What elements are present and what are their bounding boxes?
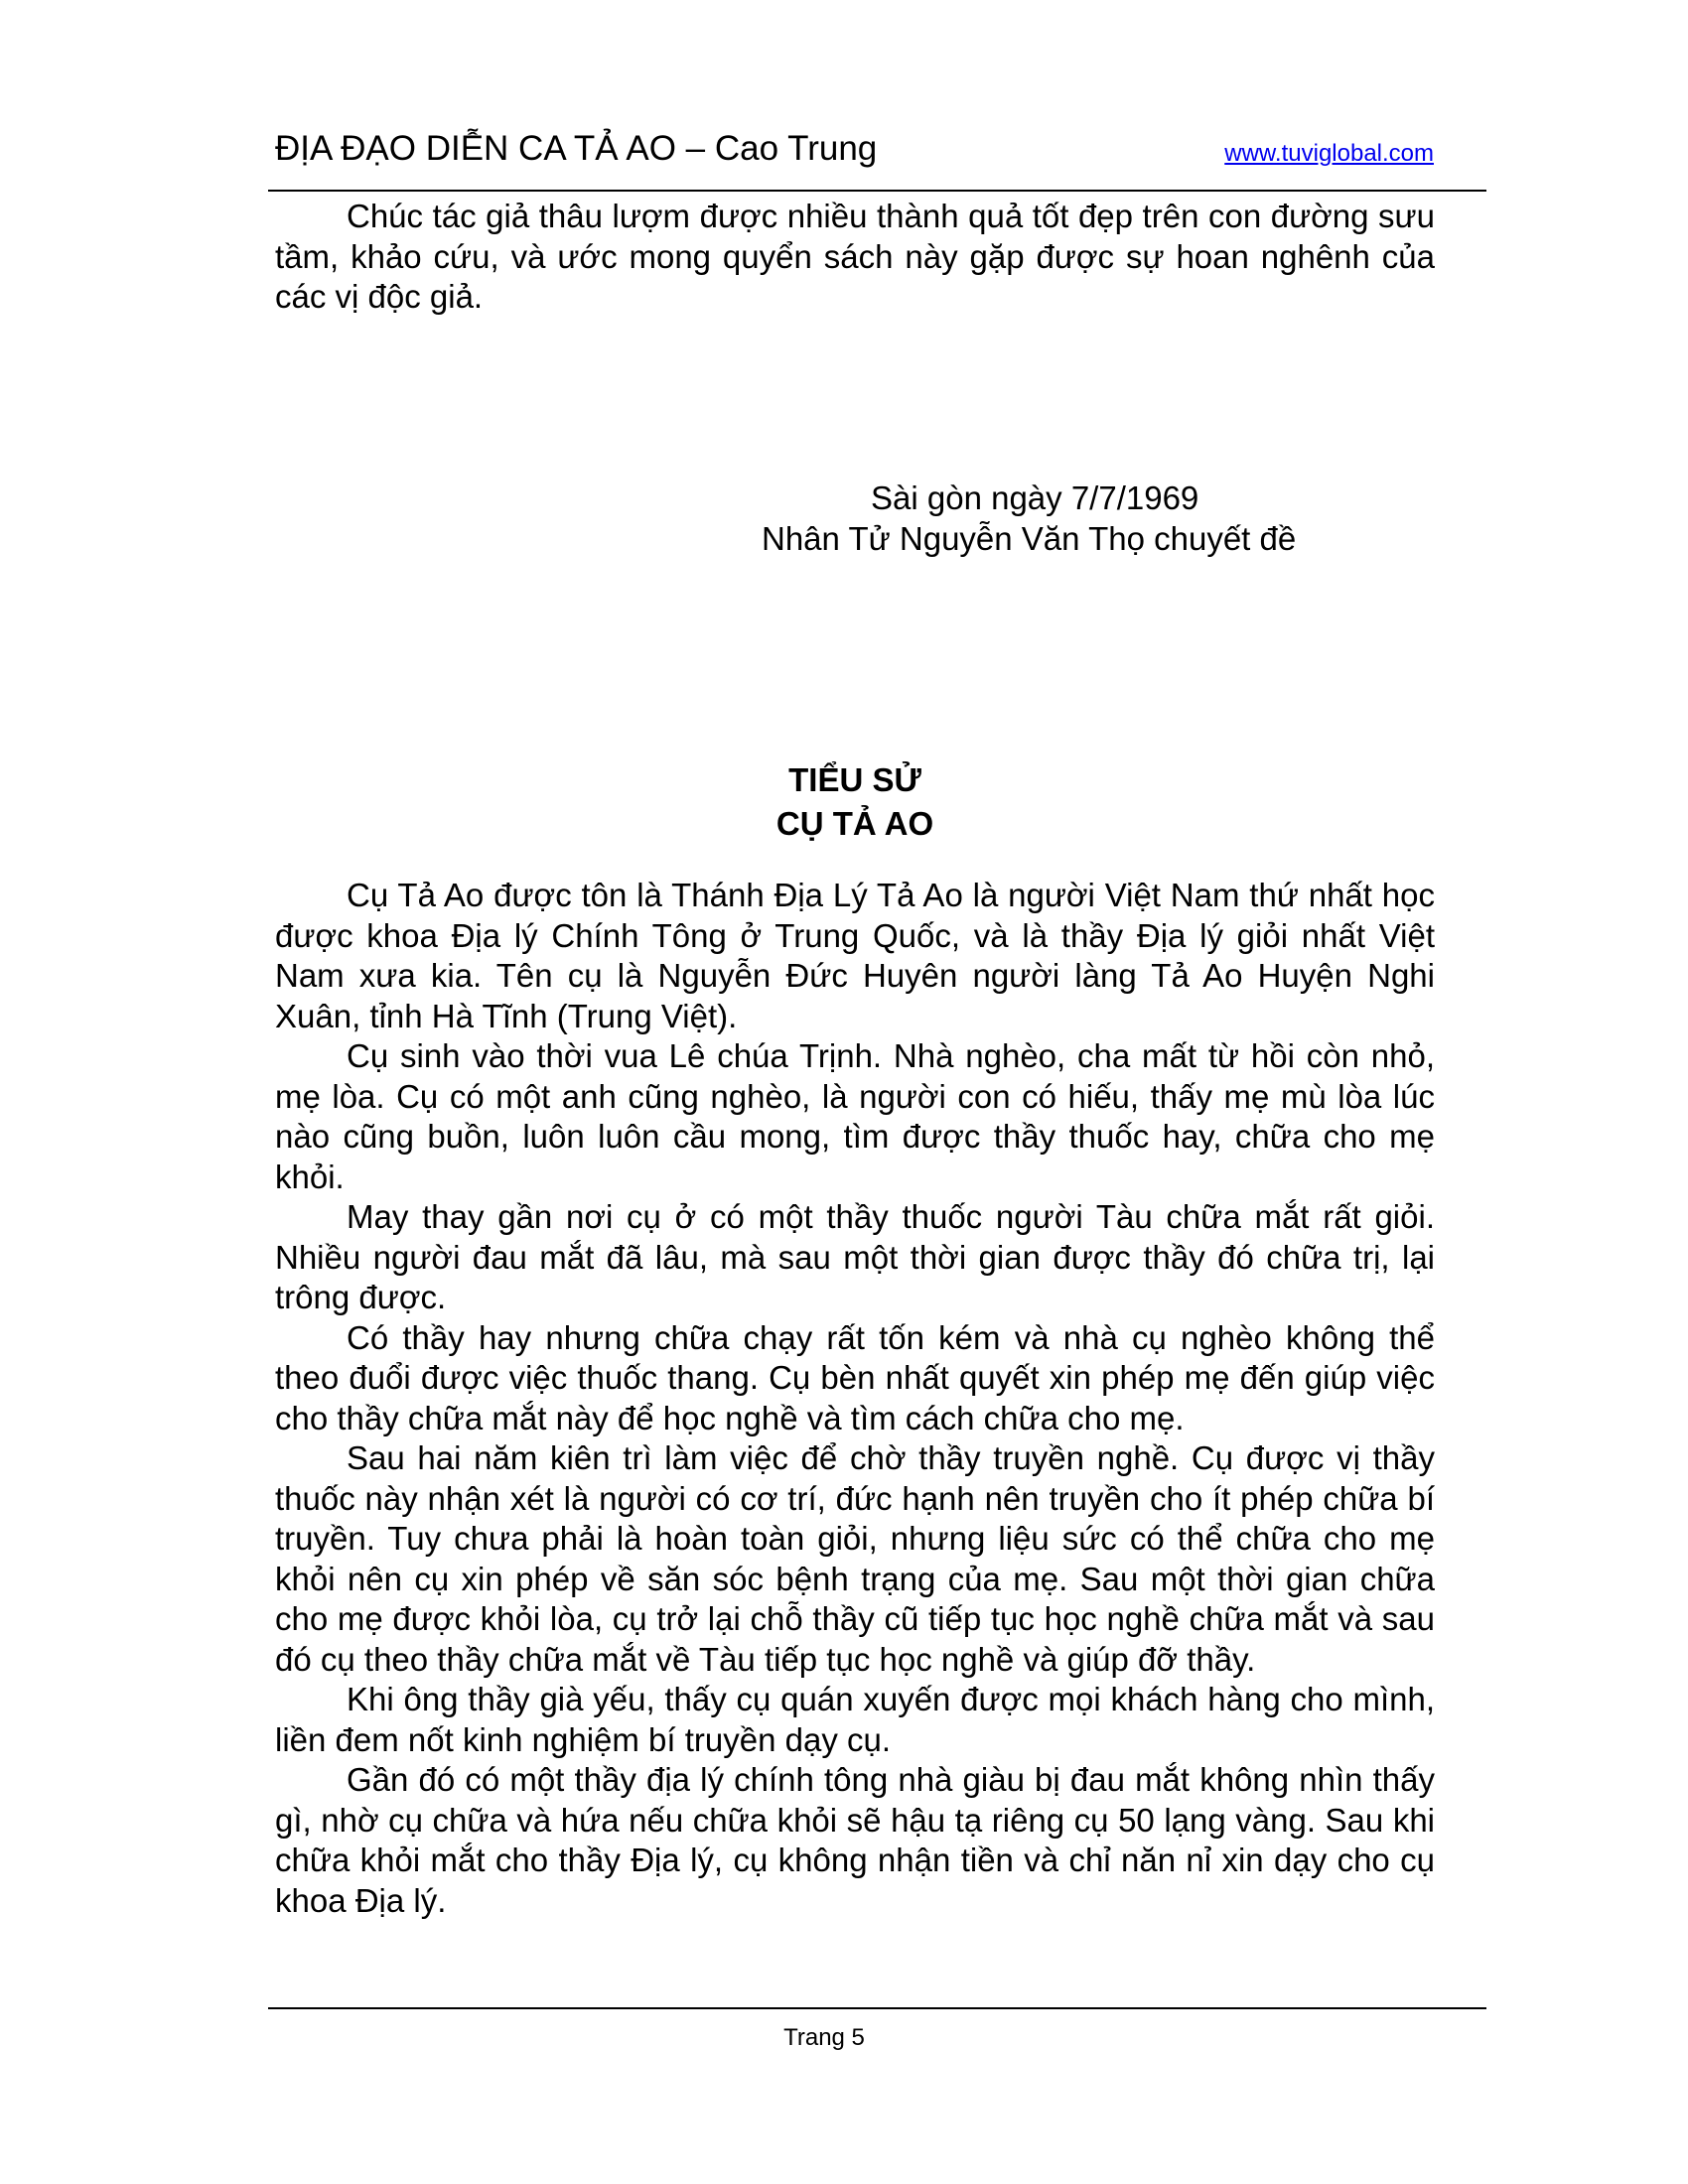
body-paragraph: Có thầy hay nhưng chữa chạy rất tốn kém và nhà cụ nghèo không thể theo đuổi được việc thuốc thang. Cụ bèn nhất quyết xin phép mẹ đến giúp việc cho thầy chữa mắt này để học nghề và tìm cách chữa cho mẹ. bbox=[275, 1318, 1435, 1436]
page-number: Trang 5 bbox=[783, 2024, 865, 2051]
body-paragraph: Gần đó có một thầy địa lý chính tông nhà giàu bị đau mắt không nhìn thấy gì, nhờ cụ chữa và hứa nếu chữa khỏi sẽ hậu tạ riêng cụ 50 lạng vàng. Sau khi chữa khỏi mắt cho thầy Địa lý, cụ không nhận tiền và chỉ năn nỉ xin dạy cho cụ khoa Địa lý. bbox=[275, 1761, 1435, 1919]
website-link[interactable]: www.tuviglobal.com bbox=[1224, 140, 1434, 167]
intro-section bbox=[275, 197, 1435, 557]
signature-date: Sài gòn ngày 7/7/1969 bbox=[871, 478, 1199, 516]
body-paragraph: May thay gần nơi cụ ở có một thầy thuốc người Tàu chữa mắt rất giỏi. Nhiều người đau mắt đã lâu, mà sau một thời gian được thầy đó chữa trị, lại trông được. bbox=[275, 1198, 1435, 1315]
body-paragraph: Cụ sinh vào thời vua Lê chúa Trịnh. Nhà nghèo, cha mất từ hồi còn nhỏ, mẹ lòa. Cụ có một anh cũng nghèo, là người con có hiếu, thấy mẹ mù lòa lúc nào cũng buồn, luôn luôn cầu mong, tìm được thầy thuốc hay, chữa cho mẹ khỏi. bbox=[275, 1037, 1435, 1195]
document-title: ĐỊA ĐẠO DIỄN CA TẢ AO – Cao Trung bbox=[275, 129, 878, 168]
biography-body bbox=[275, 876, 1435, 1921]
footer-divider bbox=[268, 2007, 1486, 2009]
body-paragraph: Sau hai năm kiên trì làm việc để chờ thầy truyền nghề. Cụ được vị thầy thuốc này nhận xét là người có cơ trí, đức hạnh nên truyền cho ít phép chữa bí truyền. Tuy chưa phải là hoàn toàn giỏi, nhưng liệu sức có thể chữa cho mẹ khỏi nên cụ xin phép về săn sóc bệnh trạng của mẹ. Sau một thời gian chữa cho mẹ được khỏi lòa, cụ trở lại chỗ thầy cũ tiếp tục học nghề chữa mắt và sau đó cụ theo thầy chữa mắt về Tàu tiếp tục học nghề và giúp đỡ thầy. bbox=[275, 1439, 1435, 1678]
intro-paragraph: Chúc tác giả thâu lượm được nhiều thành quả tốt đẹp trên con đường sưu tầm, khảo cứu, và ước mong quyển sách này gặp được sự hoan nghênh của các vị độc giả. bbox=[275, 198, 1435, 315]
header-divider bbox=[268, 190, 1486, 192]
section-title-line-1: TIỂU SỬ bbox=[788, 761, 921, 798]
section-title-line-2: CỤ TẢ AO bbox=[775, 805, 934, 842]
section-heading bbox=[275, 758, 1435, 846]
body-paragraph: Khi ông thầy già yếu, thấy cụ quán xuyến được mọi khách hàng cho mình, liền đem nốt kinh nghiệm bí truyền dạy cụ. bbox=[275, 1681, 1435, 1758]
body-paragraph: Cụ Tả Ao được tôn là Thánh Địa Lý Tả Ao là người Việt Nam thứ nhất học được khoa Địa lý Chính Tông ở Trung Quốc, và là thầy Địa lý giỏi nhất Việt Nam xưa kia. Tên cụ là Nguyễn Đức Huyên người làng Tả Ao Huyện Nghi Xuân, tỉnh Hà Tĩnh (Trung Việt). bbox=[275, 877, 1435, 1034]
page-header bbox=[275, 127, 1438, 179]
signature-name: Nhân Tử Nguyễn Văn Thọ chuyết đề bbox=[762, 519, 1297, 557]
